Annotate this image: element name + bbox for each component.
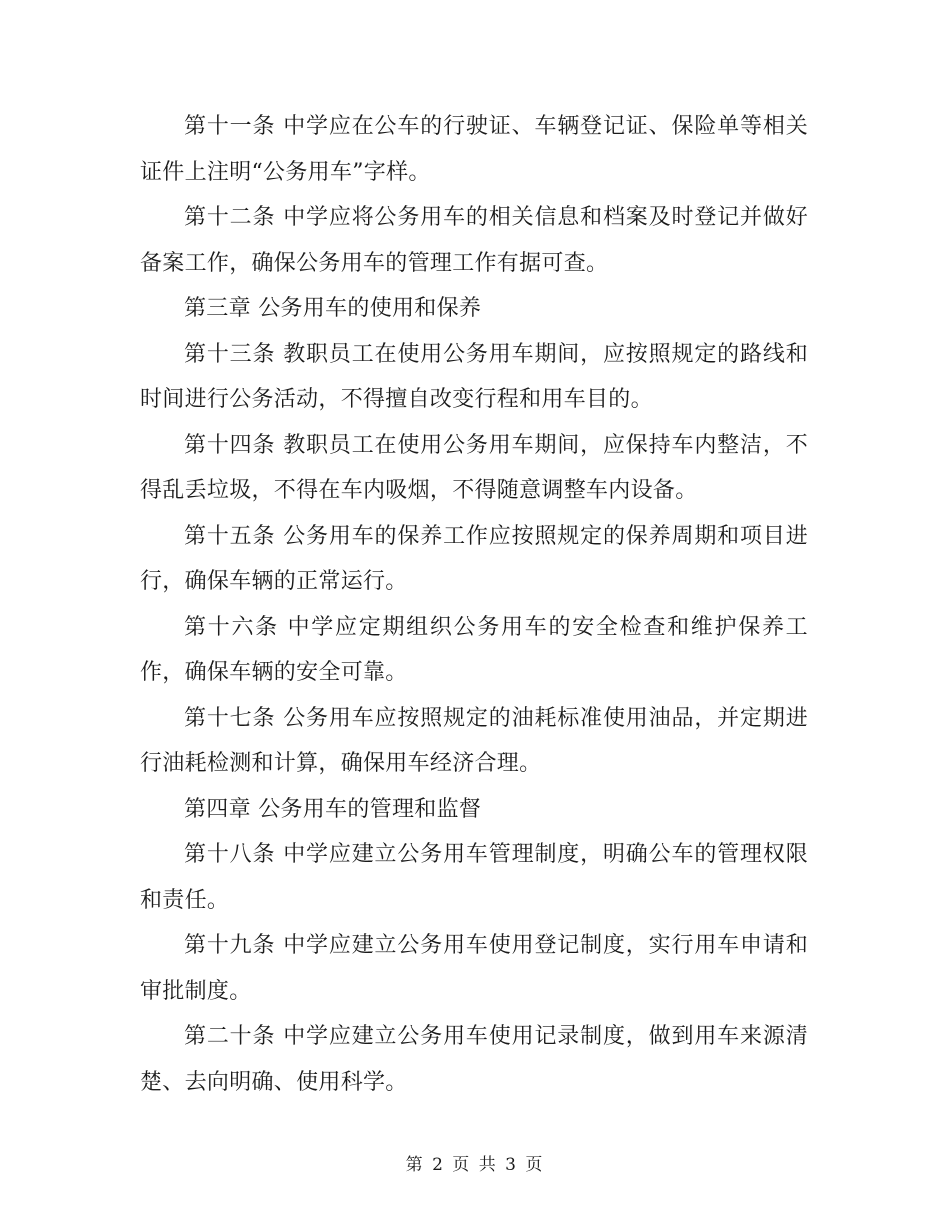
document-body	[140, 104, 808, 1105]
article-11: 第十一条 中学应在公车的行驶证、车辆登记证、保险单等相关证件上注明“公务用车”字样。	[140, 114, 808, 185]
article-19: 第十九条 中学应建立公务用车使用登记制度，实行用车申请和审批制度。	[140, 933, 808, 1004]
article-14: 第十四条 教职员工在使用公务用车期间，应保持车内整洁，不得乱丢垃圾，不得在车内吸烟，不得随意调整车内设备。	[140, 432, 808, 503]
page-number: 第 2 页 共 3 页	[405, 1155, 545, 1175]
article-13: 第十三条 教职员工在使用公务用车期间，应按照规定的路线和时间进行公务活动，不得擅自改变行程和用车目的。	[140, 341, 808, 412]
chapter-4-heading: 第四章 公务用车的管理和监督	[184, 796, 482, 822]
article-17: 第十七条 公务用车应按照规定的油耗标准使用油品，并定期进行油耗检测和计算，确保用车经济合理。	[140, 705, 808, 776]
article-20: 第二十条 中学应建立公务用车使用记录制度，做到用车来源清楚、去向明确、使用科学。	[140, 1024, 808, 1095]
article-12: 第十二条 中学应将公务用车的相关信息和档案及时登记并做好备案工作，确保公务用车的管理工作有据可查。	[140, 205, 808, 276]
chapter-3-heading: 第三章 公务用车的使用和保养	[184, 296, 482, 321]
article-18: 第十八条 中学应建立公务用车管理制度，明确公车的管理权限和责任。	[140, 842, 808, 913]
article-15: 第十五条 公务用车的保养工作应按照规定的保养周期和项目进行，确保车辆的正常运行。	[140, 523, 808, 594]
article-16: 第十六条 中学应定期组织公务用车的安全检查和维护保养工作，确保车辆的安全可靠。	[140, 614, 808, 685]
page-footer	[0, 1150, 950, 1175]
